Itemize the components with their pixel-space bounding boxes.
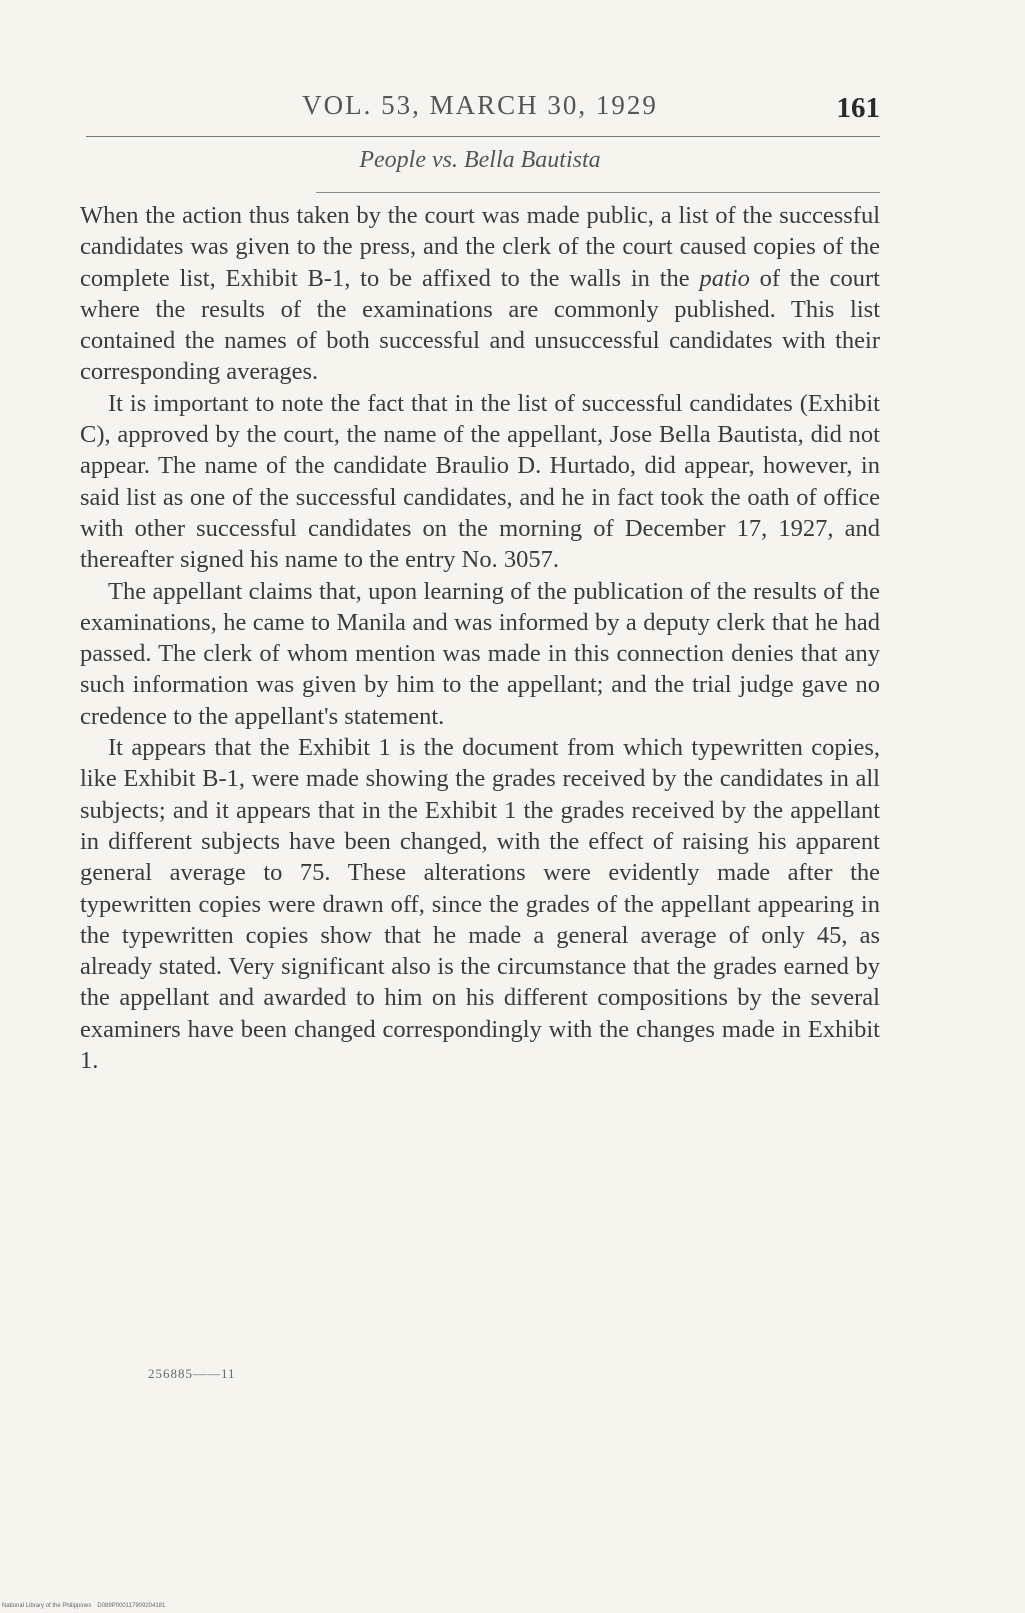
paragraph-2: It is important to note the fact that in the list of successful candidates (Exhibit C), approved by the court, the name of the appellant, Jose Bella Bautista, did not appear. The name of the candidate Braulio D. Hurtado, did appear, however, in said list as one of the successful candidates, and he in fact took the oath of office with other successful candidates on the morning of December 17, 1927, and thereafter signed his name to the entry No. 3057.	[80, 389, 880, 574]
paragraph-1-text-b: of the court where the results of the examinations are commonly published. This list contained the names of both successful and unsuccessful candidates with their corresponding averages.	[80, 264, 880, 386]
paragraph-4: It appears that the Exhibit 1 is the document from which typewritten copies, like Exhibit B-1, were made showing the grades received by the candidates in all subjects; and it appears that in the Exhibit 1 the grades received by the appellant in different subjects have been changed, with the effect of raising his apparent general average to 75. These alterations were evidently made after the typewritten copies were drawn off, since the grades of the appellant appearing in the typewritten copies show that he made a general average of only 45, as already stated. Very significant also is the circumstance that the grades earned by the appellant and awarded to him on his different compositions by the several examiners have been changed correspondingly with the changes made in Exhibit 1.	[80, 734, 880, 1075]
paragraph-1-text-a: When the action thus taken by the court was made public, a list of the successful candidates was given to the press, and the clerk of the court caused copies of the complete list, Exhibit B-1, to be affixed to the walls in the	[80, 202, 880, 292]
paragraph-1-italic-patio: patio	[699, 264, 750, 292]
running-head	[80, 90, 880, 140]
paragraph-1	[80, 200, 880, 388]
printer-signature: 256885——11	[148, 1366, 236, 1381]
library-name: National Library of the Philippines	[2, 1603, 92, 1609]
scan-code: D089P000117909204181	[97, 1603, 166, 1609]
scan-footer	[2, 1603, 165, 1609]
paragraph-3: The appellant claims that, upon learning of the publication of the results of the examinations, he came to Manila and was informed by a deputy clerk that he had passed. The clerk of whom mention was made in this connection denies that any such information was given by him to the appellant; and the trial judge gave no credence to the appellant's statement.	[80, 577, 880, 730]
case-title: People vs. Bella Bautista	[359, 147, 601, 173]
case-title-rule	[316, 192, 880, 193]
body-text	[80, 200, 880, 1076]
volume-date-line: VOL. 53, MARCH 30, 1929	[302, 90, 658, 120]
header-rule	[86, 136, 880, 137]
page-number: 161	[836, 92, 880, 124]
